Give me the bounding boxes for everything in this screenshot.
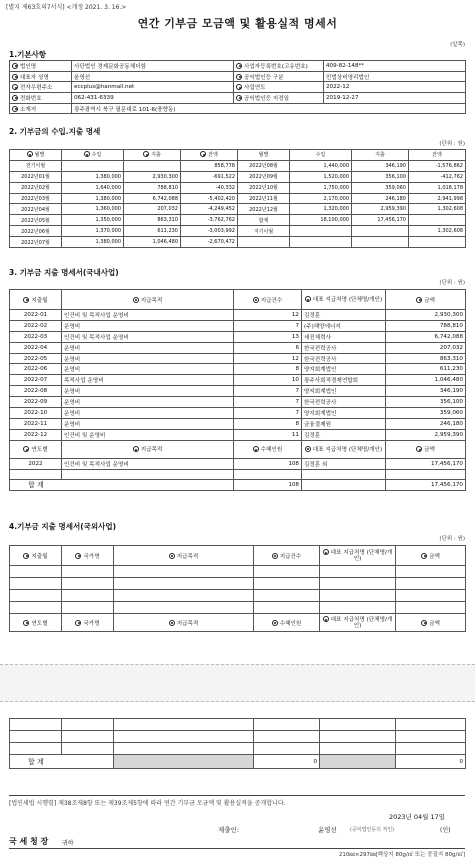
cash-cell-income: 1,350,000 <box>62 215 124 226</box>
biz-no-label: 사업자등록번호(고유번호) <box>244 63 308 70</box>
foreign-header-row <box>10 546 466 566</box>
col-header: 수혜인원 <box>260 447 283 454</box>
corp-name-value: 사단법인 경제문화공동체더함 <box>72 61 234 72</box>
bullet-icon <box>75 553 81 559</box>
col-header: 금액 <box>429 553 440 560</box>
bullet-icon <box>12 95 18 101</box>
domestic-cell-month: 2022-03 <box>10 331 62 342</box>
cash-header-row <box>10 150 466 161</box>
domestic-cell-amount: 2,930,300 <box>386 310 466 321</box>
cash-cell-balance: -5,402,420 <box>181 193 238 204</box>
page-gap <box>0 664 475 702</box>
unit-label: (단위 : 원) <box>439 536 465 542</box>
domestic-cell-purpose: 운영비 <box>62 397 234 408</box>
domestic-cell-purpose: 목적사업 운영비 <box>62 375 234 386</box>
cash-row <box>10 193 466 204</box>
domestic-cell-purpose: 인건비 및 목적사업 운영비 <box>62 310 234 321</box>
foreign-cell <box>396 602 466 614</box>
section-cash-title: 2. 기부금의 수입.지출 명세 <box>9 127 101 136</box>
domestic-cell-purpose: 인건비 및 목적사업 운영비 <box>62 331 234 342</box>
col-header: 수입 <box>290 150 352 161</box>
cash-cell-expense: 1,046,480 <box>124 237 181 248</box>
summary-recipient: 김정훈 외 <box>302 458 386 469</box>
bullet-icon <box>305 296 311 302</box>
cash-flow-table <box>9 149 466 248</box>
bullet-icon <box>23 446 29 452</box>
foreign-cell <box>396 578 466 590</box>
cash-cell-balance: -1,576,862 <box>409 160 466 171</box>
col-header: 대표 지급처명 (단체명/개인) <box>312 446 383 453</box>
cash-cell-month: 2022년03월 <box>10 193 62 204</box>
cash-cell-expense: 6,742,088 <box>124 193 181 204</box>
col-header: 지출 <box>151 152 161 159</box>
bullet-icon <box>75 620 81 626</box>
biz-no-value: 409-82-148** <box>324 61 466 72</box>
domestic-cell-count: 8 <box>234 418 302 429</box>
paper-spec: 210㎜×297㎜[백상지 80g/㎡ 또는 중질지 80g/㎡] <box>338 852 465 858</box>
summary-amount: 17,456,170 <box>386 458 466 469</box>
col-header: 잔액 <box>409 150 466 161</box>
cash-cell-income: 1,380,000 <box>62 193 124 204</box>
cash-cell-income <box>290 226 352 237</box>
domestic-cell-month: 2022-12 <box>10 429 62 440</box>
foreign-cell <box>114 578 254 590</box>
col-header: 연도별 <box>31 447 48 454</box>
cash-cell-expense: 356,100 <box>352 171 409 182</box>
cash-cell-expense: 2,930,300 <box>124 171 181 182</box>
cash-cell-income: 2,170,000 <box>290 193 352 204</box>
domestic-cell-recipient: 한국전력공사 <box>302 353 386 364</box>
domestic-cell-recipient: 금융결제원 <box>302 418 386 429</box>
foreign-cell <box>254 566 320 578</box>
col-header: 국가명 <box>83 620 100 627</box>
bullet-icon <box>133 297 139 303</box>
domestic-cell-purpose: 운영비 <box>62 386 234 397</box>
bullet-icon <box>133 446 139 452</box>
col-header: 금액 <box>424 447 435 454</box>
foreign-expense-table <box>9 545 466 632</box>
domestic-cell-amount: 788,810 <box>386 320 466 331</box>
basic-info-table <box>9 60 466 114</box>
bullet-icon <box>253 297 259 303</box>
bullet-icon <box>323 616 329 622</box>
email-value: eccplus@hanmail.net <box>72 82 234 93</box>
cash-cell-expense: 246,180 <box>352 193 409 204</box>
cash-cell-month: 2022년06월 <box>10 226 62 237</box>
cash-cell-balance: -691,522 <box>181 171 238 182</box>
col-header: 지급건수 <box>260 297 283 304</box>
bullet-icon <box>27 151 33 157</box>
foreign-total-row <box>10 755 466 769</box>
form-header-note: [별지 제63호의7서식] <개정 2021. 3. 16.> <box>6 4 127 11</box>
cash-cell-balance <box>409 237 466 248</box>
bullet-icon <box>236 95 242 101</box>
cash-cell-month: 지기이월 <box>238 226 290 237</box>
domestic-cell-recipient: 광주사회적경제연합회 <box>302 375 386 386</box>
col-header: 잔액 <box>208 152 218 159</box>
summary-year: 2022 <box>10 458 62 469</box>
domestic-cell-recipient: 양지회계법인 <box>302 408 386 419</box>
designated-value: 2019-12-27 <box>324 93 466 104</box>
unit-label: (단위 : 원) <box>439 141 465 147</box>
foreign-cell <box>396 566 466 578</box>
cash-cell-balance: 858,778 <box>181 160 238 171</box>
cash-cell-expense: 863,310 <box>124 215 181 226</box>
domestic-cell-count: 10 <box>234 375 302 386</box>
col-header: 지급목적 <box>140 447 163 454</box>
bullet-icon <box>12 84 18 90</box>
domestic-row <box>10 353 466 364</box>
domestic-cell-month: 2022-08 <box>10 386 62 397</box>
cash-cell-income <box>62 160 124 171</box>
foreign-cell <box>320 590 396 602</box>
submitter-note: (공익법인등의 직인) <box>350 827 395 833</box>
cash-cell-income: 1,380,000 <box>62 237 124 248</box>
domestic-cell-count: 7 <box>234 408 302 419</box>
domestic-cell-month: 2022-02 <box>10 320 62 331</box>
domestic-cell-month: 2022-01 <box>10 310 62 321</box>
col-header: 금액 <box>424 297 435 304</box>
foreign-summary-header-row <box>10 614 466 632</box>
cash-cell-month: 2022년08월 <box>238 160 290 171</box>
cash-cell-balance: 2,941,998 <box>409 193 466 204</box>
total-label: 합 계 <box>10 480 234 491</box>
cash-row <box>10 171 466 182</box>
domestic-row <box>10 342 466 353</box>
cash-cell-expense: 17,456,170 <box>352 215 409 226</box>
bullet-icon <box>200 151 206 157</box>
domestic-cell-amount: 207,032 <box>386 342 466 353</box>
domestic-cell-amount: 6,742,088 <box>386 331 466 342</box>
domestic-cell-purpose: 인건비 및 운영비 <box>62 429 234 440</box>
cash-cell-month: 2022년11월 <box>238 193 290 204</box>
domestic-cell-amount: 2,959,390 <box>386 429 466 440</box>
domestic-cell-month: 2022-07 <box>10 375 62 386</box>
cash-cell-balance: -3,003,992 <box>181 226 238 237</box>
foreign-cell <box>10 590 62 602</box>
domestic-cell-amount: 356,100 <box>386 397 466 408</box>
cash-cell-month: 2022년09월 <box>238 171 290 182</box>
domestic-expense-table <box>9 289 466 491</box>
domestic-cell-purpose: 운영비 <box>62 353 234 364</box>
foreign-cell <box>10 566 62 578</box>
total-amount: 17,456,170 <box>386 480 466 491</box>
bullet-icon <box>84 151 90 157</box>
domestic-row <box>10 375 466 386</box>
bullet-icon <box>23 620 29 626</box>
bullet-icon <box>272 553 278 559</box>
year-value: 2022-12 <box>324 82 466 93</box>
domestic-cell-purpose: 운영비 <box>62 364 234 375</box>
law-note: [법인세법 시행령] 제38조제8항 또는 제39조제5항에 따라 연간 기부금 모금액 및 활용실적을 공개합니다. <box>9 800 286 807</box>
domestic-summary-row <box>10 458 466 469</box>
cash-cell-expense <box>124 160 181 171</box>
cash-row <box>10 160 466 171</box>
domestic-row <box>10 397 466 408</box>
domestic-cell-recipient: (주)해양에너지 <box>302 320 386 331</box>
col-header: 지출월 <box>31 553 48 560</box>
page-label: (앞쪽) <box>450 42 465 48</box>
foreign-summary-table <box>9 718 466 769</box>
domestic-cell-recipient: 세진체력사 <box>302 331 386 342</box>
cash-cell-expense <box>352 226 409 237</box>
cash-cell-expense: 207,032 <box>124 204 181 215</box>
domestic-cell-recipient: 양지회계법인 <box>302 386 386 397</box>
rep-value: 윤영선 <box>72 71 234 82</box>
domestic-row <box>10 364 466 375</box>
domestic-cell-recipient: 김정훈 <box>302 429 386 440</box>
phone-value: 062-431-6339 <box>72 93 234 104</box>
bullet-icon <box>236 63 242 69</box>
cash-cell-balance <box>409 215 466 226</box>
cash-cell-month: 2022년05월 <box>10 215 62 226</box>
cash-cell-expense: 788,810 <box>124 182 181 193</box>
cash-cell-month: 합계 <box>238 215 290 226</box>
foreign-cell <box>114 590 254 602</box>
col-header: 대표 지급처명 (단체명/개인) <box>330 550 393 562</box>
unit-label: (단위 : 원) <box>439 280 465 286</box>
domestic-row <box>10 429 466 440</box>
cash-row <box>10 237 466 248</box>
cash-cell-expense: 346,190 <box>352 160 409 171</box>
domestic-cell-month: 2022-10 <box>10 408 62 419</box>
cash-cell-income: 1,750,000 <box>290 182 352 193</box>
bullet-icon <box>421 620 427 626</box>
foreign-cell <box>62 590 114 602</box>
cash-cell-expense: 359,060 <box>352 182 409 193</box>
bullet-icon <box>416 446 422 452</box>
cash-cell-month: 2022년07월 <box>10 237 62 248</box>
address-value: 광주광역시 북구 필문대로 101-6(풍향동) <box>72 103 466 114</box>
cash-cell-month: 2022년10월 <box>238 182 290 193</box>
bullet-icon <box>236 84 242 90</box>
bullet-icon <box>23 297 29 303</box>
domestic-row <box>10 418 466 429</box>
cash-cell-income: 1,360,000 <box>62 204 124 215</box>
bullet-icon <box>169 553 175 559</box>
bullet-icon <box>416 297 422 303</box>
domestic-cell-amount: 346,190 <box>386 386 466 397</box>
domestic-cell-count: 8 <box>234 364 302 375</box>
foreign-row <box>10 602 466 614</box>
foreign-cell <box>320 566 396 578</box>
foreign-cell <box>254 590 320 602</box>
recipient: 국 세 청 장 <box>9 837 49 846</box>
bullet-icon <box>253 446 259 452</box>
col-header: 대표 지급처명 (단체명/개인) <box>330 617 393 629</box>
bullet-icon <box>12 63 18 69</box>
bullet-icon <box>12 106 18 112</box>
cash-cell-balance: -40,332 <box>181 182 238 193</box>
section-basic-title: 1.기본사항 <box>9 50 47 59</box>
domestic-cell-count: 6 <box>234 342 302 353</box>
corp-name-label: 법인명 <box>20 63 37 70</box>
summary-count: 108 <box>234 458 302 469</box>
cash-cell-income: 1,440,000 <box>290 160 352 171</box>
cash-cell-month: 2022년04월 <box>10 204 62 215</box>
domestic-row <box>10 310 466 321</box>
section-domestic-title: 3. 기부금 지출 명세서(국내사업) <box>9 268 119 277</box>
cash-cell-month <box>238 237 290 248</box>
bullet-icon <box>12 74 18 80</box>
email-label: 전자우편주소 <box>20 85 53 92</box>
foreign-cell <box>254 578 320 590</box>
col-header: 연도별 <box>31 620 48 627</box>
col-header: 수입 <box>91 152 102 159</box>
foreign-cell <box>114 566 254 578</box>
designated-label: 공익법인등 지정일 <box>244 95 290 102</box>
domestic-total-row <box>10 480 466 491</box>
foreign-cell <box>320 578 396 590</box>
foreign-cell <box>254 602 320 614</box>
cash-cell-balance: 1,302,608 <box>409 204 466 215</box>
domestic-cell-recipient: 양지회계법인 <box>302 364 386 375</box>
cash-cell-income: 18,100,000 <box>290 215 352 226</box>
cash-row <box>10 204 466 215</box>
domestic-cell-count: 13 <box>234 331 302 342</box>
domestic-row <box>10 408 466 419</box>
col-header: 지출 <box>352 150 409 161</box>
col-header: 대표 지급처명 (단체명/개인) <box>312 297 383 303</box>
bullet-icon <box>323 549 329 555</box>
cash-cell-expense: 2,959,390 <box>352 204 409 215</box>
cash-row <box>10 226 466 237</box>
bullet-icon <box>23 553 29 559</box>
submitter-label: 제출인: <box>218 826 240 834</box>
domestic-cell-recipient: 한국전력공사 <box>302 342 386 353</box>
domestic-cell-count: 7 <box>234 397 302 408</box>
submitter-name: 윤영선 <box>318 826 337 834</box>
foreign-cell <box>62 566 114 578</box>
category-value: 민법상비영리법인 <box>324 71 466 82</box>
recipient-suffix: 귀하 <box>62 840 74 847</box>
foreign-row <box>10 578 466 590</box>
foreign-row <box>10 590 466 602</box>
total-amount: 0 <box>396 755 466 769</box>
domestic-cell-count: 7 <box>234 386 302 397</box>
document-title: 연간 기부금 모금액 및 활용실적 명세서 <box>137 17 338 30</box>
cash-cell-income: 1,520,000 <box>290 171 352 182</box>
col-header: 지출월 <box>31 297 48 304</box>
foreign-cell <box>114 602 254 614</box>
cash-cell-balance: -412,762 <box>409 171 466 182</box>
cash-cell-month: 2022년02월 <box>10 182 62 193</box>
phone-label: 전화번호 <box>20 95 42 102</box>
seal-mark: (인) <box>440 827 451 834</box>
cash-cell-expense <box>352 237 409 248</box>
year-label: 사업연도 <box>244 85 266 92</box>
bullet-icon <box>305 446 311 452</box>
cash-cell-balance: -2,670,472 <box>181 237 238 248</box>
domestic-cell-amount: 863,310 <box>386 353 466 364</box>
total-label: 합 계 <box>10 755 114 769</box>
section-foreign-title: 4.기부금 지출 명세서(국외사업) <box>9 522 117 531</box>
col-header: 지급목적 <box>176 620 199 627</box>
bullet-icon <box>143 151 149 157</box>
domestic-cell-month: 2022-09 <box>10 397 62 408</box>
domestic-cell-purpose: 운영비 <box>62 418 234 429</box>
total-count: 0 <box>254 755 320 769</box>
domestic-cell-recipient: 한국전력공사 <box>302 397 386 408</box>
domestic-cell-amount: 1,046,480 <box>386 375 466 386</box>
bullet-icon <box>272 620 278 626</box>
col-header: 월별 <box>238 150 290 161</box>
domestic-row <box>10 386 466 397</box>
domestic-row <box>10 331 466 342</box>
domestic-cell-amount: 359,060 <box>386 408 466 419</box>
submit-date: 2023년 04월 17일 <box>388 813 445 821</box>
col-header: 월별 <box>34 152 45 159</box>
cash-cell-income <box>290 237 352 248</box>
cash-cell-balance: -3,762,762 <box>181 215 238 226</box>
foreign-row <box>10 566 466 578</box>
foreign-cell <box>320 602 396 614</box>
col-header: 지급목적 <box>140 297 163 304</box>
foreign-cell <box>62 602 114 614</box>
cash-cell-balance: -4,249,452 <box>181 204 238 215</box>
domestic-cell-month: 2022-04 <box>10 342 62 353</box>
domestic-cell-purpose: 운영비 <box>62 320 234 331</box>
bullet-icon <box>236 74 242 80</box>
domestic-cell-recipient: 김정훈 <box>302 310 386 321</box>
col-header: 지급목적 <box>176 553 199 560</box>
cash-cell-month: 전기이월 <box>10 160 62 171</box>
total-count: 108 <box>234 480 302 491</box>
cash-cell-income: 1,320,000 <box>290 204 352 215</box>
domestic-cell-count: 12 <box>234 353 302 364</box>
cash-row <box>10 215 466 226</box>
summary-purpose: 인건비 및 목적사업 운영비 <box>62 458 234 469</box>
domestic-cell-count: 7 <box>234 320 302 331</box>
domestic-cell-month: 2022-06 <box>10 364 62 375</box>
domestic-cell-purpose: 운영비 <box>62 408 234 419</box>
bullet-icon <box>169 620 175 626</box>
domestic-cell-count: 11 <box>234 429 302 440</box>
cash-cell-month: 2022년01월 <box>10 171 62 182</box>
address-label: 소재지 <box>20 106 37 113</box>
bullet-icon <box>421 553 427 559</box>
cash-cell-balance: 1,018,178 <box>409 182 466 193</box>
domestic-summary-header-row <box>10 440 466 458</box>
cash-cell-income: 1,640,000 <box>62 182 124 193</box>
domestic-row <box>10 320 466 331</box>
cash-cell-income: 1,370,000 <box>62 226 124 237</box>
foreign-cell <box>10 578 62 590</box>
foreign-cell <box>396 590 466 602</box>
domestic-cell-amount: 611,230 <box>386 364 466 375</box>
rep-label: 대표자 성명 <box>20 74 49 81</box>
domestic-cell-month: 2022-11 <box>10 418 62 429</box>
domestic-cell-amount: 246,180 <box>386 418 466 429</box>
col-header: 지급건수 <box>279 553 302 560</box>
domestic-header-row <box>10 290 466 310</box>
col-header: 수혜인원 <box>279 620 302 627</box>
domestic-cell-count: 12 <box>234 310 302 321</box>
domestic-cell-purpose: 운영비 <box>62 342 234 353</box>
col-header: 금액 <box>429 620 440 627</box>
cash-cell-balance: 1,302,608 <box>409 226 466 237</box>
foreign-cell <box>10 602 62 614</box>
domestic-cell-month: 2022-05 <box>10 353 62 364</box>
cash-cell-month: 2022년12월 <box>238 204 290 215</box>
col-header: 국가명 <box>83 553 100 560</box>
cash-cell-income: 1,380,000 <box>62 171 124 182</box>
cash-cell-expense: 611,230 <box>124 226 181 237</box>
foreign-cell <box>62 578 114 590</box>
category-label: 공익법인등 구분 <box>244 74 284 81</box>
cash-row <box>10 182 466 193</box>
